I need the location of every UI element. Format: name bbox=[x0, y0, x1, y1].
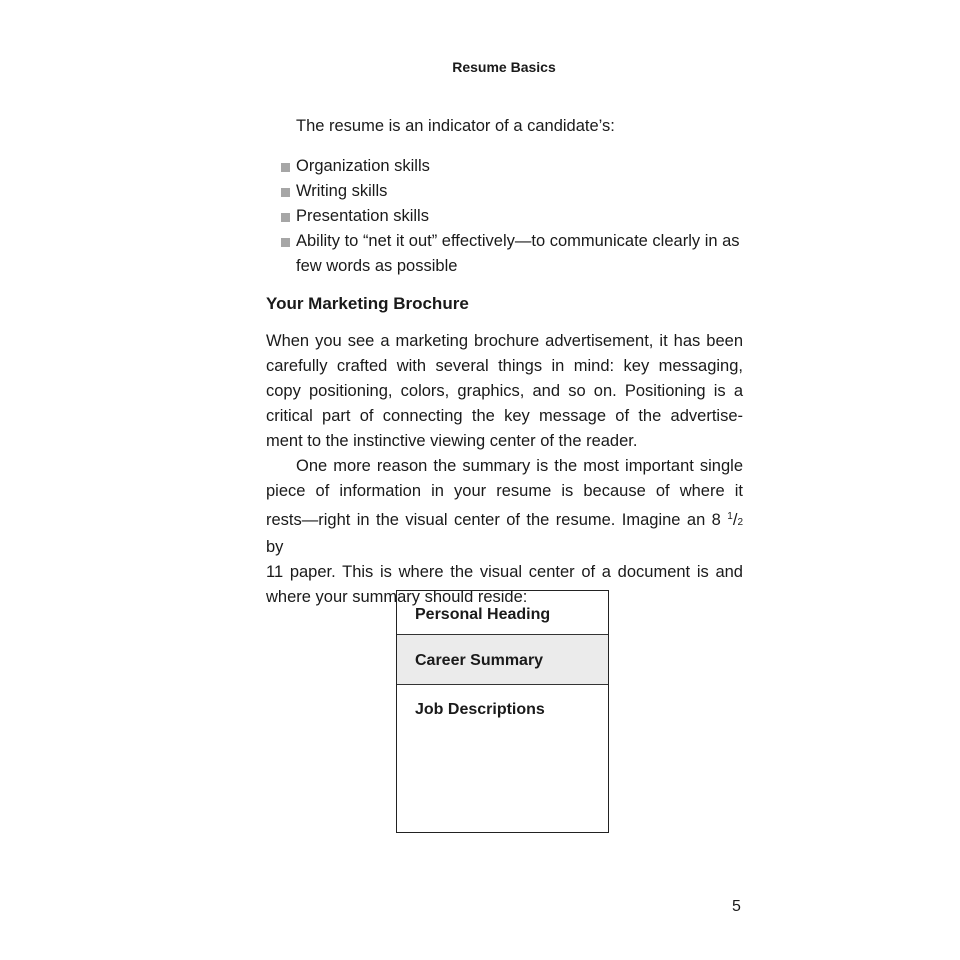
running-head: Resume Basics bbox=[452, 59, 556, 75]
paragraph-line: One more reason the summary is the most important single bbox=[296, 457, 743, 475]
square-bullet-icon bbox=[281, 188, 290, 197]
paragraph-line: copy positioning, colors, graphics, and so on. Positioning is a bbox=[266, 382, 743, 400]
fraction bbox=[721, 511, 743, 529]
list-item-text: Ability to “net it out” effectively—to communicate clearly in as few words as possible bbox=[296, 232, 740, 275]
paragraph-line: carefully crafted with several things in mind: key messaging, bbox=[266, 357, 743, 375]
square-bullet-icon bbox=[281, 163, 290, 172]
list-item bbox=[281, 204, 743, 229]
square-bullet-icon bbox=[281, 213, 290, 222]
paragraph-line: where your summary should reside: bbox=[266, 588, 528, 606]
paragraph-2 bbox=[266, 454, 743, 610]
resume-layout-diagram bbox=[396, 590, 609, 833]
paragraph-1 bbox=[266, 329, 743, 454]
diagram-career-summary: Career Summary bbox=[397, 635, 608, 685]
list-item bbox=[281, 154, 743, 179]
paragraph-line: 11 paper. This is where the visual center of a document is and bbox=[266, 563, 743, 581]
paragraph-line: critical part of connecting the key message of the advertise- bbox=[266, 407, 743, 425]
paragraph-line: piece of information in your resume is because of where it bbox=[266, 482, 743, 500]
square-bullet-icon bbox=[281, 238, 290, 247]
skills-list bbox=[281, 154, 743, 279]
diagram-job-descriptions: Job Descriptions bbox=[415, 701, 545, 718]
intro-text: The resume is an indicator of a candidate’s: bbox=[296, 117, 615, 135]
diagram-personal-heading: Personal Heading bbox=[397, 591, 608, 635]
list-item bbox=[281, 179, 743, 204]
paragraph-line: When you see a marketing brochure advertisement, it has been bbox=[266, 332, 743, 350]
paragraph-line-text: rests—right in the visual center of the resume. Imagine an 8 bbox=[266, 511, 721, 529]
section-heading: Your Marketing Brochure bbox=[266, 294, 469, 313]
fraction-slash: / bbox=[732, 511, 738, 529]
list-item-text: Presentation skills bbox=[296, 207, 429, 225]
list-item-text: Organization skills bbox=[296, 157, 430, 175]
fraction-numerator: 1 bbox=[727, 511, 733, 522]
fraction-after: by bbox=[266, 538, 284, 556]
page-number: 5 bbox=[732, 898, 741, 915]
fraction-denominator: 2 bbox=[737, 517, 743, 528]
paragraph-line: ment to the instinctive viewing center of the reader. bbox=[266, 432, 638, 450]
list-item-text: Writing skills bbox=[296, 182, 388, 200]
paragraph-line bbox=[266, 504, 743, 560]
list-item bbox=[281, 229, 743, 279]
